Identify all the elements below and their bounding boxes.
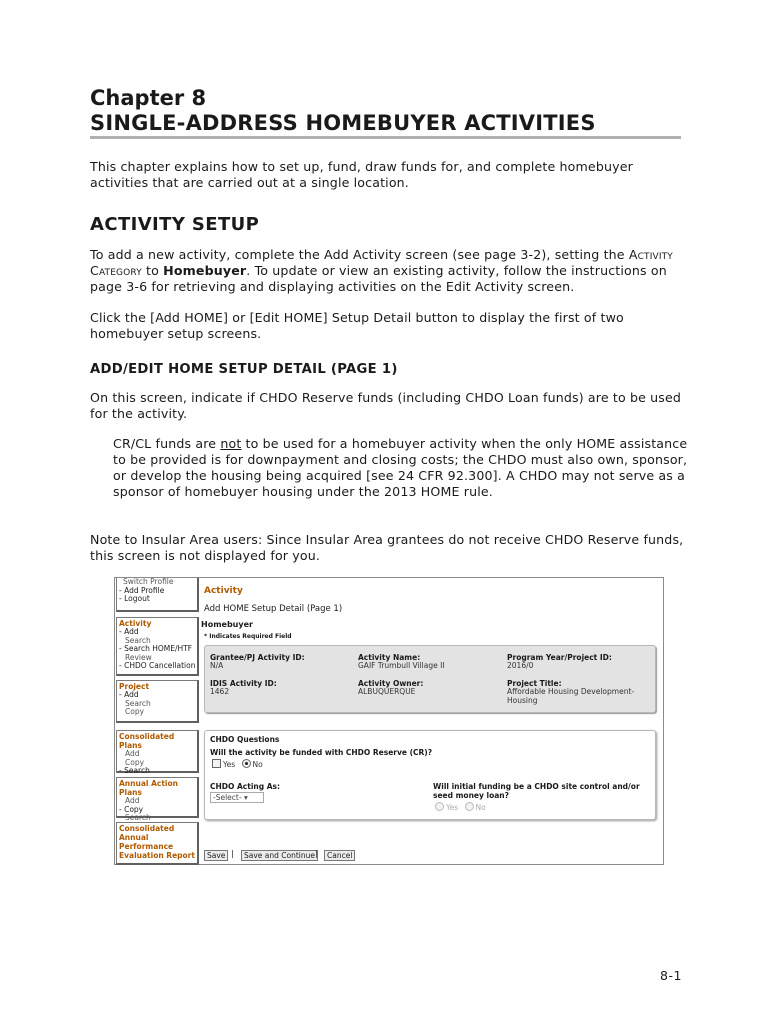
text-line: or develop the housing being acquired [see 24 CFR 92.300]. A CHDO may not serve as a	[113, 468, 686, 483]
seed-yes-radio[interactable]	[435, 802, 444, 811]
chdo-reserve-no-radio[interactable]	[242, 759, 251, 768]
chdo-questions-panel	[204, 730, 656, 820]
save-button[interactable]: Save	[204, 850, 228, 861]
nav-project-add[interactable]: - Add	[119, 690, 139, 699]
chdo-questions-title: CHDO Questions	[210, 735, 280, 744]
text-span: . To update or view an existing activity, follow the instructions on	[246, 263, 667, 278]
separator: |	[231, 849, 234, 858]
category-term: Category	[90, 263, 142, 278]
save-and-continue-button[interactable]: Save and Continue	[241, 850, 318, 861]
idis-id-value: 1462	[210, 687, 230, 696]
chdo-acting-as-value: -Select-	[213, 793, 242, 802]
nav-project-heading[interactable]: Project	[119, 682, 150, 691]
chapter-title: SINGLE-ADDRESS HOMEBUYER ACTIVITIES	[90, 111, 596, 135]
chdo-reserve-question: Will the activity be funded with CHDO Reserve (CR)?	[210, 748, 433, 757]
nav-caper-line[interactable]: Evaluation Report	[119, 851, 195, 860]
intro-line-1: This chapter explains how to set up, fund, draw funds for, and complete homebuyer	[90, 159, 633, 174]
setup-detail-heading: ADD/EDIT HOME SETUP DETAIL (PAGE 1)	[90, 362, 398, 377]
activity-setup-heading: ACTIVITY SETUP	[90, 214, 260, 235]
left-navigation	[115, 578, 197, 864]
activity-setup-paragraph-1	[90, 247, 685, 295]
add-profile-link[interactable]: - Add Profile	[119, 585, 165, 595]
homebuyer-section-title: Homebuyer	[201, 620, 253, 629]
nav-consolidated-box	[116, 730, 199, 773]
nav-consolidated-heading[interactable]: Consolidated Plans	[119, 732, 175, 750]
required-field-note: * Indicates Required Field	[204, 633, 292, 640]
cancel-button[interactable]: Cancel	[324, 850, 355, 861]
insular-note	[90, 532, 685, 564]
text-line: for the activity.	[90, 406, 188, 421]
nav-activity-add[interactable]: - Add	[119, 627, 139, 636]
nav-consolidated-copy[interactable]: Copy	[125, 757, 145, 767]
chapter-number: Chapter 8	[90, 86, 207, 110]
seed-no-radio[interactable]	[465, 802, 474, 811]
intro-line-2: activities that are carried out at a single location.	[90, 175, 409, 190]
text-span: to be used for a homebuyer activity when the only HOME assistance	[241, 436, 688, 451]
seed-money-options	[435, 802, 486, 813]
nav-annual-copy[interactable]: - Copy	[119, 804, 144, 814]
logout-link[interactable]: - Logout	[119, 594, 150, 603]
nav-activity-search-home[interactable]: - Search HOME/HTF	[119, 644, 193, 653]
chevron-down-icon: ▾	[243, 793, 248, 802]
text-line: to be provided is for downpayment and closing costs; the CHDO must also own, sponsor,	[113, 452, 688, 467]
idis-id-label: IDIS Activity ID:	[210, 679, 277, 688]
text-line: Note to Insular Area users: Since Insular Area grantees do not receive CHDO Reserve funds,	[90, 532, 684, 547]
setup-detail-screenshot	[114, 577, 664, 865]
program-year-value: 2016/0	[507, 661, 534, 670]
text-line: sponsor of homebuyer housing under the 2013 HOME rule.	[113, 484, 493, 499]
text-line: Click the [Add HOME] or [Edit HOME] Setup Detail button to display the first of two	[90, 310, 624, 325]
text-line: this screen is not displayed for you.	[90, 548, 321, 563]
nav-project-copy[interactable]: Copy	[125, 707, 145, 716]
activity-header: Activity	[204, 586, 243, 596]
nav-project-search[interactable]: Search	[125, 698, 151, 708]
intro-paragraph	[90, 159, 685, 191]
chdo-acting-as-select[interactable]	[210, 792, 264, 803]
nav-activity-box	[116, 617, 199, 676]
nav-project-box	[116, 680, 199, 723]
text-line: page 3-6 for retrieving and displaying activities on the Edit Activity screen.	[90, 279, 575, 294]
nav-annual-box	[116, 777, 199, 822]
seed-money-question: Will initial funding be a CHDO site control and/or	[433, 782, 640, 791]
project-title-value-cont: Housing	[507, 696, 538, 705]
grantee-id-label: Grantee/PJ Activity ID:	[210, 653, 305, 662]
nav-activity-search[interactable]: Search	[125, 635, 151, 645]
nav-consolidated-add[interactable]: Add	[125, 749, 140, 758]
nav-caper-box	[116, 822, 199, 865]
grantee-id-value: N/A	[210, 661, 224, 670]
separator: |	[315, 849, 318, 858]
nav-annual-add[interactable]: Add	[125, 796, 140, 805]
nav-caper-line[interactable]: Annual	[119, 833, 149, 842]
activity-owner-value: ALBUQUERQUE	[358, 687, 416, 696]
page-number: 8-1	[660, 968, 682, 983]
title-rule	[90, 136, 681, 139]
seed-money-question-cont: seed money loan?	[433, 791, 509, 800]
text-line: homebuyer setup screens.	[90, 326, 262, 341]
text-span: to	[141, 263, 164, 278]
nav-activity-heading[interactable]: Activity	[119, 619, 152, 628]
nav-profile-box	[116, 578, 199, 612]
program-year-label: Program Year/Project ID:	[507, 653, 612, 662]
text-span: CR/CL funds are	[113, 436, 221, 451]
project-title-value: Affordable Housing Development-	[507, 687, 635, 696]
activity-name-value: GAIF Trumbull Village II	[358, 661, 445, 670]
homebuyer-term: Homebuyer	[163, 263, 247, 278]
activity-setup-paragraph-2	[90, 310, 685, 342]
nav-caper-line[interactable]: Consolidated	[119, 824, 175, 833]
activity-term: Activity	[628, 247, 673, 262]
cr-cl-note	[113, 436, 688, 500]
emphasis-not: not	[220, 436, 242, 451]
page-subheader: Add HOME Setup Detail (Page 1)	[204, 604, 343, 614]
seed-yes-label: Yes	[446, 803, 459, 812]
chdo-reserve-options	[212, 759, 263, 770]
main-content	[201, 578, 661, 864]
activity-name-label: Activity Name:	[358, 653, 421, 662]
chdo-acting-as-label: CHDO Acting As:	[210, 782, 280, 791]
chdo-no-label: No	[252, 760, 263, 769]
nav-consolidated-search[interactable]: - Search	[119, 766, 150, 775]
setup-detail-paragraph	[90, 390, 685, 422]
nav-chdo-cancellation[interactable]: - CHDO Cancellation	[119, 661, 196, 670]
project-title-label: Project Title:	[507, 679, 562, 688]
seed-no-label: No	[475, 803, 486, 812]
text-line: On this screen, indicate if CHDO Reserve funds (including CHDO Loan funds) are to be used	[90, 390, 682, 405]
text-span: To add a new activity, complete the Add Activity screen (see page 3-2), setting the	[90, 247, 629, 262]
activity-info-panel	[204, 645, 656, 713]
chdo-reserve-yes-checkbox[interactable]	[212, 759, 221, 768]
nav-caper-line[interactable]: Performance	[119, 842, 174, 851]
nav-annual-heading[interactable]: Annual Action Plans	[119, 779, 178, 797]
nav-activity-review[interactable]: Review	[125, 652, 152, 662]
chdo-yes-label: Yes	[223, 760, 236, 769]
switch-profile-link[interactable]: Switch Profile	[123, 577, 174, 586]
activity-owner-label: Activity Owner:	[358, 679, 424, 688]
nav-annual-search[interactable]: Search	[125, 813, 151, 822]
